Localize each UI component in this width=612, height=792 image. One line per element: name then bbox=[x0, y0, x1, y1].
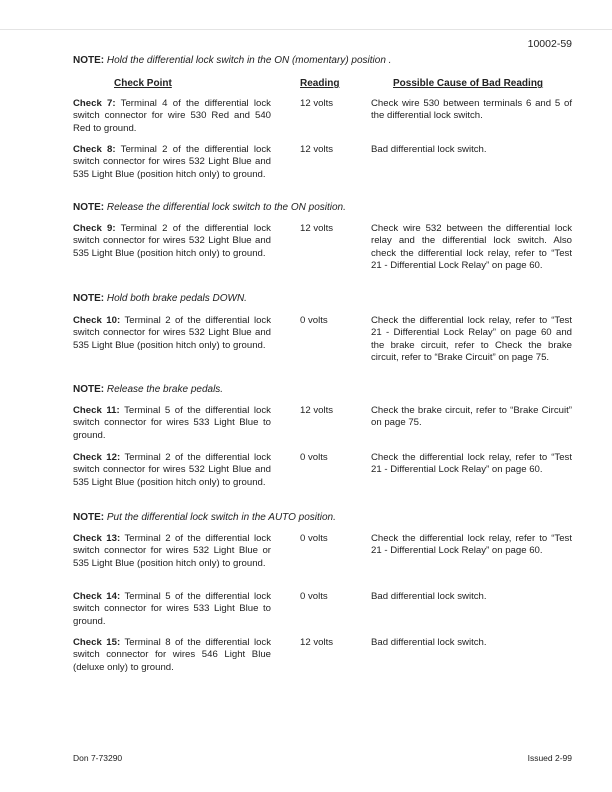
check-point bbox=[73, 315, 271, 352]
note bbox=[73, 202, 346, 214]
check-point bbox=[73, 223, 271, 260]
check-cause: Check the differential lock relay, refer to “Test 21 - Differential Lock Relay” on page 60. bbox=[371, 533, 572, 557]
check-reading: 12 volts bbox=[300, 144, 334, 155]
check-point bbox=[73, 405, 271, 442]
note-text: Put the differential lock switch in the AUTO position. bbox=[106, 512, 336, 523]
check-point bbox=[73, 98, 271, 135]
note-text: Hold both brake pedals DOWN. bbox=[106, 293, 247, 304]
check-label: Check 11: bbox=[73, 405, 120, 416]
note-text: Hold the differential lock switch in the ON (momentary) position . bbox=[106, 55, 392, 66]
header-check-point: Check Point bbox=[114, 78, 172, 89]
page-top-rule bbox=[0, 29, 612, 30]
check-description: Terminal 2 of the differential lock switch connector for wires 532 Light Blue and 535 Light Blue (position hitch only) to ground. bbox=[73, 315, 272, 351]
footer-issued: Issued 2-99 bbox=[527, 753, 572, 763]
check-label: Check 9: bbox=[73, 223, 116, 234]
check-cause: Bad differential lock switch. bbox=[371, 144, 487, 155]
page-number: 10002-59 bbox=[527, 38, 572, 50]
note-label: NOTE: bbox=[73, 293, 105, 304]
check-cause: Check the brake circuit, refer to “Brake Circuit” on page 75. bbox=[371, 405, 572, 429]
check-reading: 0 volts bbox=[300, 315, 328, 326]
check-reading: 12 volts bbox=[300, 405, 334, 416]
check-description: Terminal 2 of the differential lock switch connector for wires 532 Light Blue and 535 Light Blue (position hitch only) to ground. bbox=[73, 452, 272, 488]
note bbox=[73, 293, 247, 305]
note-label: NOTE: bbox=[73, 512, 105, 523]
check-point bbox=[73, 533, 271, 570]
check-reading: 12 volts bbox=[300, 223, 334, 234]
check-point bbox=[73, 144, 271, 181]
check-description: Terminal 2 of the differential lock switch connector for wires 532 Light Blue and 535 Light Blue (position hitch only) to ground. bbox=[73, 144, 271, 180]
check-cause: Bad differential lock switch. bbox=[371, 637, 487, 648]
check-reading: 0 volts bbox=[300, 452, 328, 463]
check-label: Check 12: bbox=[73, 452, 121, 463]
check-cause: Check the differential lock relay, refer to “Test 21 - Differential Lock Relay” on page 60. bbox=[371, 452, 572, 476]
note-label: NOTE: bbox=[73, 202, 105, 213]
check-cause: Check wire 530 between terminals 6 and 5 of the differential lock switch. bbox=[371, 98, 572, 122]
check-label: Check 7: bbox=[73, 98, 116, 109]
check-point bbox=[73, 637, 271, 674]
header-cause: Possible Cause of Bad Reading bbox=[393, 78, 544, 89]
check-label: Check 14: bbox=[73, 591, 121, 602]
note bbox=[73, 512, 336, 524]
check-reading: 12 volts bbox=[300, 637, 334, 648]
check-description: Terminal 4 of the differential lock switch connector for wire 530 Red and 540 Red to ground. bbox=[73, 98, 271, 134]
check-point bbox=[73, 452, 271, 489]
note bbox=[73, 55, 391, 67]
note-label: NOTE: bbox=[73, 384, 105, 395]
check-description: Terminal 8 of the differential lock switch connector for wires 546 Light Blue (deluxe only) to ground. bbox=[73, 637, 272, 673]
check-description: Terminal 2 of the differential lock switch connector for wires 532 Light Blue or 535 Light Blue (position hitch only) to ground. bbox=[73, 533, 272, 569]
check-description: Terminal 5 of the differential lock switch connector for wires 533 Light Blue to ground. bbox=[73, 591, 272, 627]
check-label: Check 10: bbox=[73, 315, 121, 326]
check-label: Check 8: bbox=[73, 144, 116, 155]
footer-doc-number: Don 7-73290 bbox=[73, 753, 123, 763]
check-point bbox=[73, 591, 271, 628]
check-reading: 0 volts bbox=[300, 591, 328, 602]
note-label: NOTE: bbox=[73, 55, 105, 66]
note-text: Release the brake pedals. bbox=[106, 384, 224, 395]
check-description: Terminal 5 of the differential lock switch connector for wires 533 Light Blue to ground. bbox=[73, 405, 271, 441]
header-reading: Reading bbox=[300, 78, 340, 89]
check-cause: Check the differential lock relay, refer to “Test 21 - Differential Lock Relay” on page 60 and the brake circuit, refer to Check the brake circuit, refer to “Brake Circuit” on page 75. bbox=[371, 315, 572, 364]
note-text: Release the differential lock switch to the ON position. bbox=[106, 202, 346, 213]
check-label: Check 13: bbox=[73, 533, 121, 544]
check-reading: 12 volts bbox=[300, 98, 334, 109]
note bbox=[73, 384, 223, 396]
check-label: Check 15: bbox=[73, 637, 121, 648]
check-description: Terminal 2 of the differential lock switch connector for wires 532 Light Blue and 535 Light Blue (position hitch only) to ground. bbox=[73, 223, 271, 259]
check-cause: Check wire 532 between the differential lock relay and the differential lock switch. Also check the differential lock relay, refer to “Test 21 - Differential Lock Relay” on page 60. bbox=[371, 223, 572, 272]
check-cause: Bad differential lock switch. bbox=[371, 591, 487, 602]
check-reading: 0 volts bbox=[300, 533, 328, 544]
